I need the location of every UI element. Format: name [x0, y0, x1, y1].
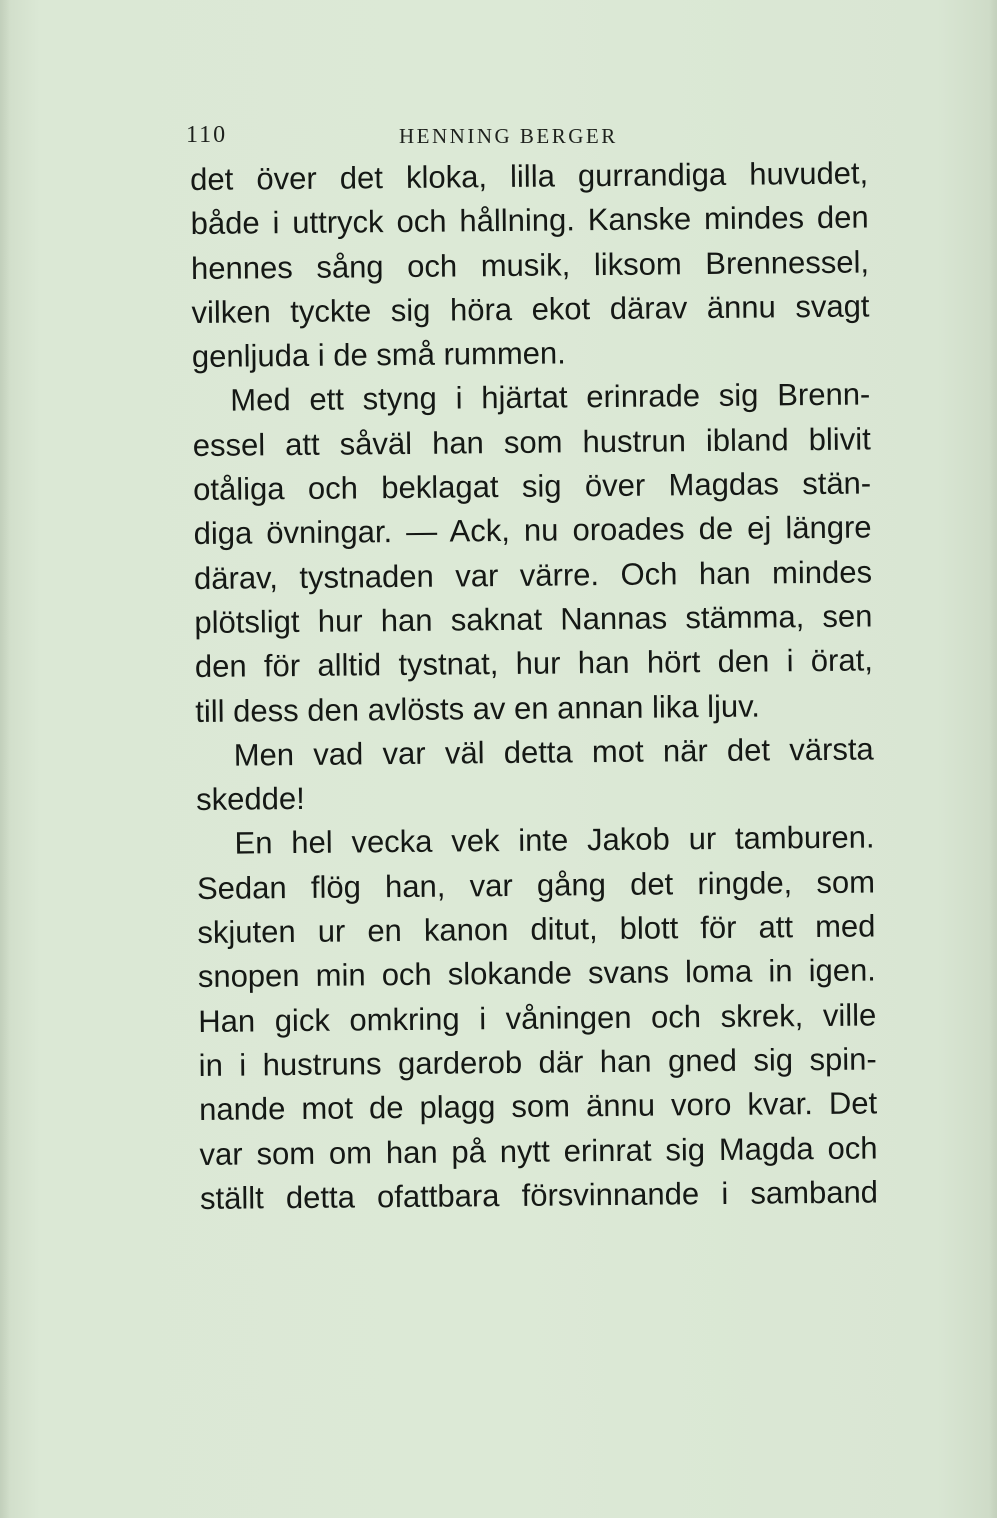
text-line: nande mot de plagg som ännu voro kvar. Det — [198, 1085, 878, 1128]
text-line: genljuda i de små rummen. — [191, 335, 566, 375]
text-line: in i hustruns garderob där han gned sig spin- — [198, 1041, 877, 1083]
text-line: Men vad var väl detta mot när det värsta — [233, 731, 874, 773]
text-line: till dess den avlösts av en annan lika ljuv. — [195, 688, 761, 729]
text-line: vilken tyckte sig höra ekot därav ännu svagt — [191, 288, 870, 330]
page-number: 110 — [186, 122, 228, 148]
text-line: En hel vecka vek inte Jakob ur tamburen. — [234, 819, 875, 862]
running-head — [186, 122, 866, 156]
text-line: därav, tystnaden var värre. Och han mindes — [193, 554, 873, 596]
text-line: essel att såväl han som hustrun ibland blivit — [192, 421, 871, 463]
text-line: otåliga och beklagat sig över Magdas stän- — [193, 465, 872, 508]
text-line: plötsligt hur han saknat Nannas stämma, sen — [194, 598, 873, 640]
text-line: Han gick omkring i våningen och skrek, ville — [198, 997, 877, 1039]
text-line: snopen min och slokande svans loma in igen. — [197, 952, 876, 995]
text-line: både i uttryck och hållning. Kanske mindes den — [190, 199, 869, 242]
text-line: Sedan flög han, var gång det ringde, som — [196, 864, 876, 906]
text-line: hennes sång och musik, liksom Brennessel, — [190, 244, 870, 286]
page-edge-right — [989, 0, 997, 1518]
text-line: det över det kloka, lilla gurrandiga huvudet, — [190, 155, 869, 197]
text-line: skedde! — [195, 781, 305, 818]
text-line: var som om han på nytt erinrat sig Magda och — [199, 1129, 878, 1172]
text-line: den för alltid tystnat, hur han hört den i örat, — [194, 642, 874, 685]
text-line: skjuten ur en kanon ditut, blott för att med — [197, 908, 876, 951]
running-title: HENNING BERGER — [399, 124, 618, 148]
page-edge-left — [0, 0, 10, 1518]
text-line: ställt detta ofattbara försvinnande i samband — [199, 1174, 879, 1216]
text-line: Med ett styng i hjärtat erinrade sig Brenn- — [230, 376, 871, 419]
text-line: diga övningar. — Ack, nu oroades de ej längre — [193, 509, 872, 552]
body-text — [190, 151, 878, 1221]
